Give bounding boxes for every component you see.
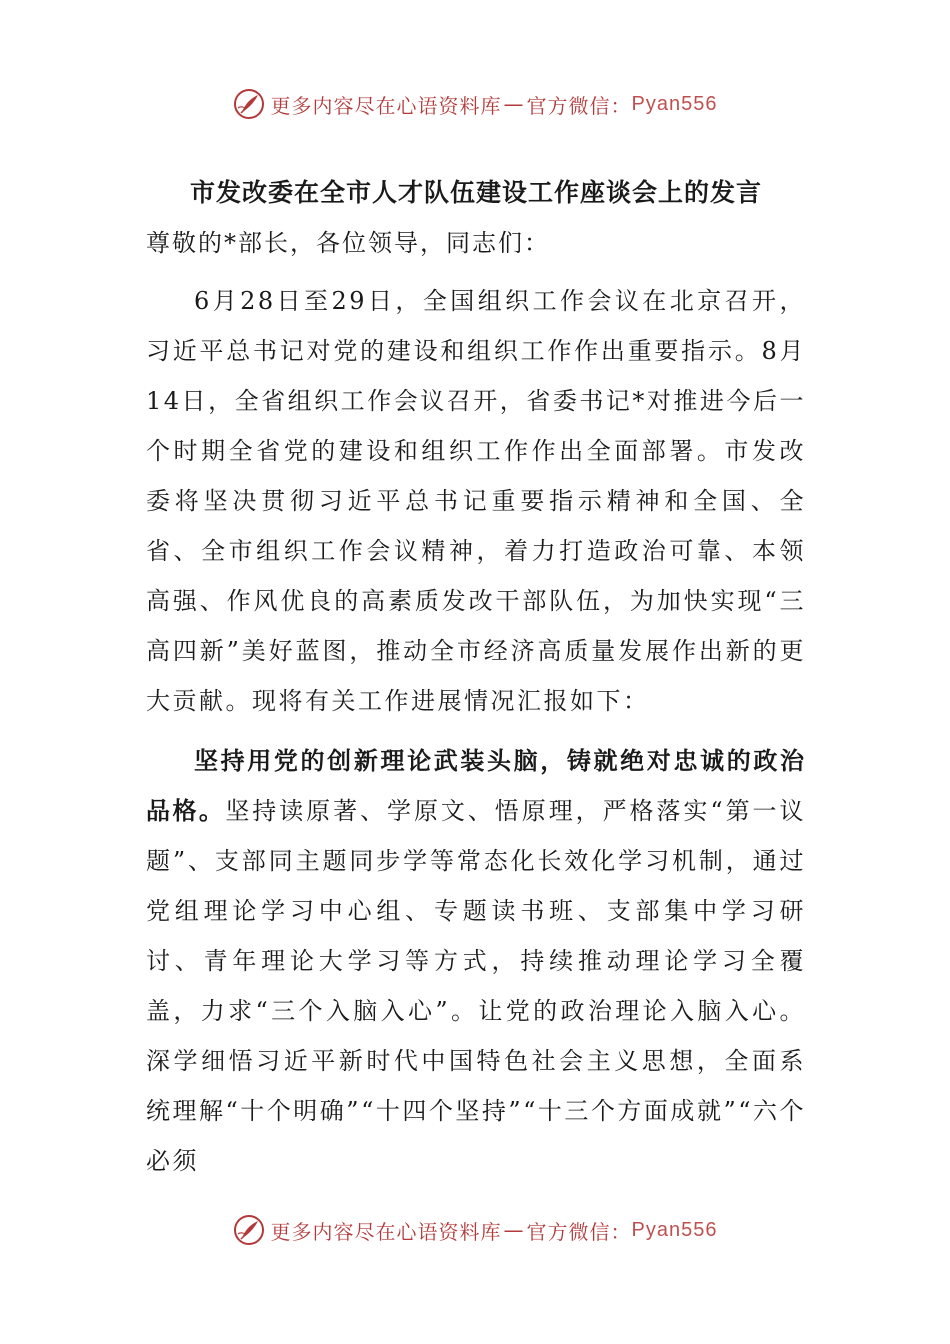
salutation: 尊敬的*部长，各位领导，同志们：: [146, 229, 550, 257]
watermark-wechat-label: 官方微信：: [526, 1219, 632, 1244]
paragraph-political-loyalty: [146, 736, 806, 1186]
watermark-text: 更多内容尽在心语资料库: [270, 1219, 502, 1244]
watermark-wechat-id: Pyan556: [631, 1218, 718, 1241]
footer-watermark: [0, 1210, 950, 1250]
quill-logo-icon: [233, 88, 265, 120]
document-title: 市发改委在全市人才队伍建设工作座谈会上的发言: [189, 178, 762, 207]
paragraph-lead-heading: 坚持用党的创新理论武装头脑，铸就绝对忠诚的政治品格。: [146, 747, 806, 825]
watermark-separator: —: [503, 1218, 525, 1242]
watermark-separator: —: [503, 92, 525, 116]
watermark-text: 更多内容尽在心语资料库: [270, 93, 502, 118]
quill-logo-icon: [233, 1214, 265, 1246]
paragraph-intro: 6月28日至29日，全国组织工作会议在北京召开，习近平总书记对党的建设和组织工作作出重要指示。8月14日，全省组织工作会议召开，省委书记*对推进今后一个时期全省党的建设和组织工作作出全面部署。市发改委将坚决贯彻习近平总书记重要指示精神和全国、全省、全市组织工作会议精神，着力打造政治可靠、本领高强、作风优良的高素质发改干部队伍，为加快实现“三高四新”美好蓝图，推动全市经济高质量发展作出新的更大贡献。现将有关工作进展情况汇报如下：: [146, 287, 806, 715]
header-watermark: [0, 84, 950, 124]
watermark-wechat-label: 官方微信：: [526, 93, 632, 118]
watermark-wechat-id: Pyan556: [631, 92, 718, 115]
paragraph-body-text: 坚持读原著、学原文、悟原理，严格落实“第一议题”、支部同主题同步学等常态化长效化学习机制，通过党组理论学习中心组、专题读书班、支部集中学习研讨、青年理论大学习等方式，持续推动理论学习全覆盖，力求“三个入脑入心”。让党的政治理论入脑入心。深学细悟习近平新时代中国特色社会主义思想，全面系统理解“十个明确”“十四个坚持”“十三个方面成就”“六个必须: [146, 797, 806, 1175]
document-body: [146, 168, 806, 1196]
